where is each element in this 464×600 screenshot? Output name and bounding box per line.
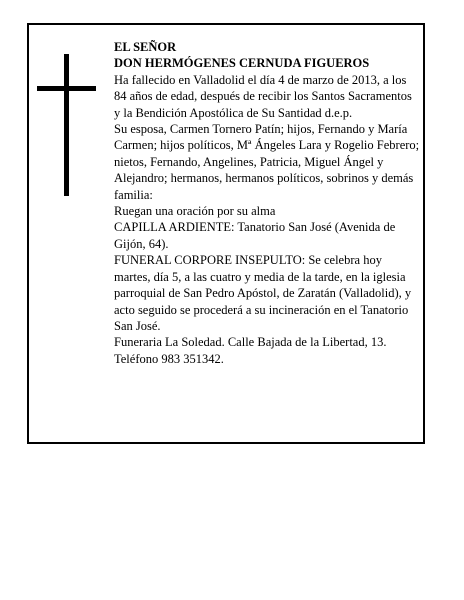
cross-icon-crossbar <box>37 86 96 91</box>
obituary-text <box>114 39 420 367</box>
funeral-chapel: CAPILLA ARDIENTE: Tanatorio San José (Avenida de Gijón, 64). <box>114 220 396 251</box>
death-announcement: Ha fallecido en Valladolid el día 4 de marzo de 2013, a los 84 años de edad, después de recibir los Santos Sacramentos y la Bendición Apostólica de Su Santidad d.e.p. <box>114 72 412 120</box>
family-list: Su esposa, Carmen Tornero Patín; hijos, Fernando y María Carmen; hijos políticos, Mª Ángeles Lara y Rogelio Febrero; nietos, Fernando, Angelines, Patricia, Miguel Ángel y Alejandro; hermanos, hermanos políticos, sobrinos y demás familia: <box>114 122 420 202</box>
cross-icon <box>64 54 69 196</box>
prayer-request: Ruegan una oración por su alma <box>114 204 276 219</box>
funeral-service: FUNERAL CORPORE INSEPULTO: Se celebra hoy martes, día 5, a las cuatro y media de la tarde, en la iglesia parroquial de San Pedro Apóstol, de Zaratán (Valladolid), y acto seguido se procederá a su incineración en el Tanatorio San José. <box>114 253 412 333</box>
funeral-home: Funeraria La Soledad. Calle Bajada de la Libertad, 13. Teléfono 983 351342. <box>114 335 387 366</box>
deceased-name: DON HERMÓGENES CERNUDA FIGUEROS <box>114 56 370 71</box>
obituary-title: EL SEÑOR <box>114 40 177 54</box>
